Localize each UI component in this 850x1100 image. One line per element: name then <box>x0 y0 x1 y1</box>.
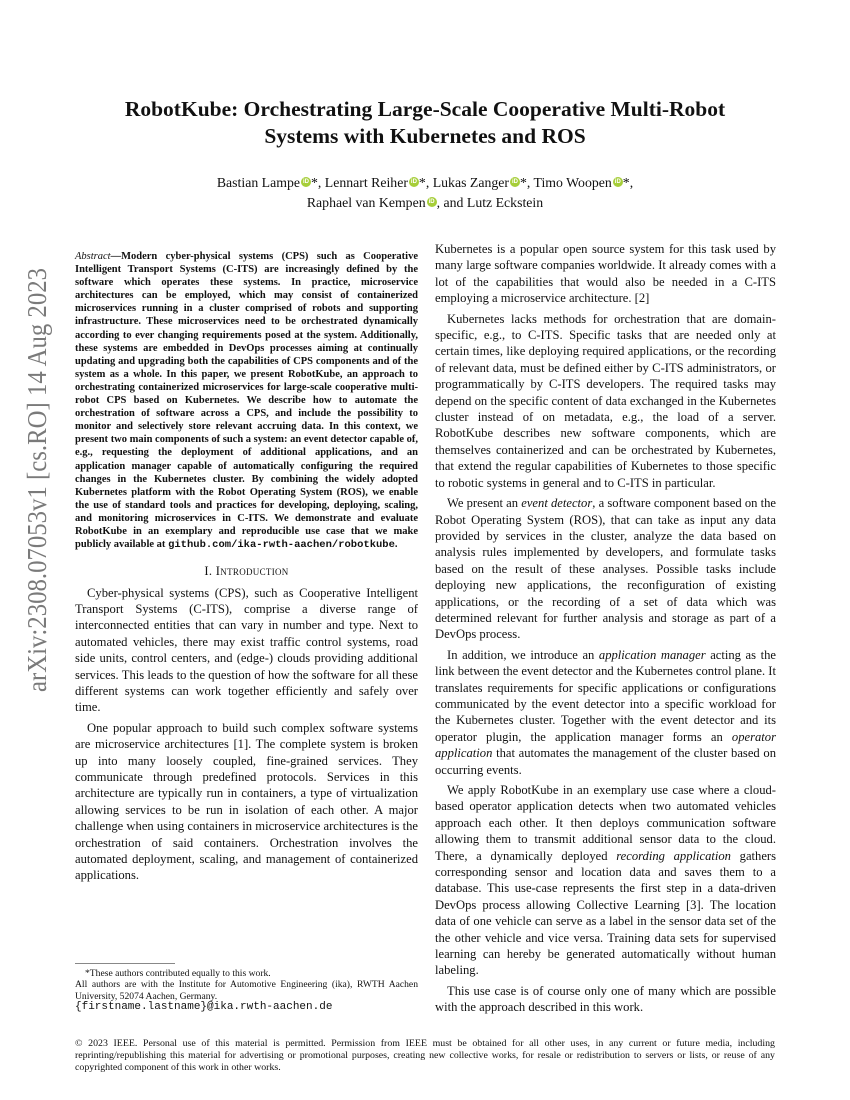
title-line-1: RobotKube: Orchestrating Large-Scale Cooperative Multi-Robot <box>124 97 726 121</box>
author-name: Raphael van Kempen <box>306 195 426 210</box>
arxiv-side-stamp <box>2 260 62 700</box>
orcid-icon[interactable]: iD <box>511 179 518 185</box>
term-operator-application: operator application <box>435 729 776 761</box>
body-paragraph: This use case is of course only one of many which are possible with the approach described in this work. <box>435 983 776 1015</box>
orcid-icon[interactable]: iD <box>410 179 417 185</box>
term-application-manager: application manager <box>598 647 706 662</box>
body-paragraph: One popular approach to build such complex software systems are microservice architectures [1]. The complete system is broken up into many loosely coupled, fine-grained services. They communicate through predefined protocols. Services in this architecture are typically run in containers, a type of virtualization allowing services to be run in isolation of each other. A major challenge when using containers in microservice architectures is the orchestration of said containers. Orchestration involves the automated deployment, scaling, and management of containerized applications. <box>75 720 418 883</box>
abstract-label: Abstract <box>75 251 111 262</box>
footnote-rule <box>75 963 175 964</box>
left-column <box>75 250 418 888</box>
term-recording-application: recording application <box>616 848 731 863</box>
body-paragraph: We apply RobotKube in an exemplary use case where a cloud-based operator application detects when two automated vehicles approach each other. It then deploys communication software allowing them to transmit additional sensor data to the cloud. There, a dynamically deployed recording application gathers corresponding sensor and location data and saves them to a database. This use-case represents the first step in a data-driven DevOps process allowing Collective Learning [3]. The location data of one vehicle can serve as a label in the sensor data set of the the other vehicle and vice versa. Training data sets for supervised learning can hereby be generated automatically without human labeling. <box>435 783 777 978</box>
section-heading-introduction: I. Introduction <box>204 564 289 579</box>
copyright-notice: © 2023 IEEE. Personal use of this material is permitted. Permission from IEEE must be obtained for all other uses, in any current or future media, including reprinting/republishing this material for advertising or promotional purposes, creating new collective works, for resale or redistribution to servers or lists, or reuse of any copyrighted component of this work in other works. <box>75 1038 775 1074</box>
author-line-1: Bastian Lampe iD *, Lennart Reiher iD *, Lukas Zanger iD *, Timo Woopen iD *, <box>216 175 634 190</box>
orcid-icon[interactable]: iD <box>302 179 309 185</box>
author-name: Lutz Eckstein <box>466 195 544 210</box>
author-name: Lennart Reiher <box>324 175 408 190</box>
author-list <box>90 173 760 213</box>
title-line-2: Systems with Kubernetes and ROS <box>264 124 586 148</box>
body-paragraph: Kubernetes lacks methods for orchestration that are domain-specific, e.g., to C-ITS. Specific tasks that are needed only at certain times, like deploying required applications, or the recording of relevant data, must be defined either by C-ITS administrators, or programmatically by C-ITS developers. The required tasks may depend on the specific content of data exchanged in the Kubernetes cluster instead of on metadata, e.g., the load of a server. RobotKube describes new software components, which are themselves containerized and can be orchestrated by Kubernetes, that extend the regular capabilities of Kubernetes to those specific to robotic systems in general and to C-ITS in particular. <box>435 311 776 490</box>
footnote <box>75 968 418 1014</box>
author-name: Bastian Lampe <box>216 175 300 190</box>
orcid-icon[interactable]: iD <box>614 179 621 185</box>
repository-link[interactable]: github.com/ika-rwth-aachen/robotkube <box>168 539 395 552</box>
body-paragraph: We present an event detector, a software component based on the Robot Operating System (ROS), that can take as input any data provided by services in the cluster, analyze the data based on analysis rules implemented by developers, and formulate tasks based on the result of these analyses. Possible tasks include deploying new applications, the reconfiguration of existing applications, or the recording of a set of data which was determined relevant for further analysis and storage as part of a DevOps process. <box>435 496 776 642</box>
abstract-body: Modern cyber-physical systems (CPS) such as Cooperative Intelligent Transport Systems (C-ITS) are increasingly defined by the software which operates these systems. In practice, microservice architectures can be employed, which may consist of containerized microservices running in a cluster comprised of robots and supporting infrastructure. These microservices need to be orchestrated dynamically according to ever changing requirements posed at the system. Additionally, these systems are embedded in DevOps processes aiming at continually updating and upgrading both the capabilities of CPS components and of the system as a whole. In this paper, we present RobotKube, an approach to orchestrating containerized microservices for large-scale cooperative multi-robot CPS based on Kubernetes. We describe how to automate the orchestration of software across a CPS, and include the possibility to monitor and selectively store relevant accruing data. In this context, we present two main components of such a system: an event detector capable of, e.g., requesting the deployment of additional applications, and an application manager capable of automatically configuring the required changes in the Kubernetes cluster. By combining the widely adopted Kubernetes platform with the Robot Operating System (ROS), we enable the use of standard tools and practices for developing, deploying, scaling, and monitoring microservices in C-ITS. We demonstrate and evaluate RobotKube in an exemplary and reproducible use case that we make publicly available at <box>75 251 418 551</box>
body-paragraph: Kubernetes is a popular open source system for this task used by many large software companies worldwide. It already comes with a lot of the capabilities that would also be needed in a C-ITS employing a microservice architecture. [2] <box>435 242 776 306</box>
author-name: Timo Woopen <box>533 175 612 190</box>
term-event-detector: event detector <box>521 496 593 511</box>
abstract: Abstract—Modern cyber-physical systems (CPS) such as Cooperative Intelligent Transport Systems (C-ITS) are increasingly defined by the software which operates these systems. In practice, microservice architectures can be employed, which may consist of containerized microservices running in a cluster comprised of robots and supporting infrastructure. These microservices need to be orchestrated dynamically according to ever changing requirements posed at the system. Additionally, these systems are embedded in DevOps processes aiming at continually updating and upgrading both the capabilities of CPS components and of the system as a whole. In this paper, we present RobotKube, an approach to orchestrating containerized microservices for large-scale cooperative multi-robot CPS based on Kubernetes. We describe how to automate the orchestration of software across a CPS, and include the possibility to monitor and selectively store relevant accruing data. In this context, we present two main components of such a system: an event detector capable of, e.g., requesting the deployment of additional applications, and an application manager capable of automatically configuring the required changes in the Kubernetes cluster. By combining the widely adopted Kubernetes platform with the Robot Operating System (ROS), we enable the use of standard tools and practices for developing, deploying, scaling, and monitoring microservices in C-ITS. We demonstrate and evaluate RobotKube in an exemplary and reproducible use case that we make publicly available at github.com/ika-rwth-aachen/robotkube. <box>75 251 418 552</box>
paper-title <box>90 96 760 150</box>
footnote-affiliation: All authors are with the Institute for Automotive Engineering (ika), RWTH Aachen University, 52074 Aachen, Germany. <box>75 979 418 1002</box>
footnote-equal-contribution: *These authors contributed equally to this work. <box>85 968 271 979</box>
body-paragraph: Cyber-physical systems (CPS), such as Cooperative Intelligent Transport Systems (C-ITS), comprise a diverse range of interconnected entities that can vary in number and type. Next to automated vehicles, there may exist traffic control systems, road side units, control centers, and (edge-) clouds providing additional services. This leads to the question of how the software for all these different systems can work together efficiently and safely over time. <box>75 585 418 715</box>
right-column <box>435 241 776 1020</box>
orcid-icon[interactable]: iD <box>428 199 435 205</box>
author-name: Lukas Zanger <box>432 175 509 190</box>
author-line-2: Raphael van Kempen iD , and Lutz Eckstein <box>306 195 544 210</box>
footnote-email[interactable]: {firstname.lastname}@ika.rwth-aachen.de <box>75 1001 333 1014</box>
body-paragraph: In addition, we introduce an application manager acting as the link between the event detector and the Kubernetes control plane. It translates requirements for specific applications or configurations communicated by the event detector into a specific workload for the Kubernetes cluster. Together with the event detector and its operator plugin, the application manager forms an operator application that automates the management of the cluster based on occurring events. <box>435 647 776 777</box>
arxiv-identifier: arXiv:2308.07053v1 [cs.RO] 14 Aug 2023 <box>22 260 52 692</box>
